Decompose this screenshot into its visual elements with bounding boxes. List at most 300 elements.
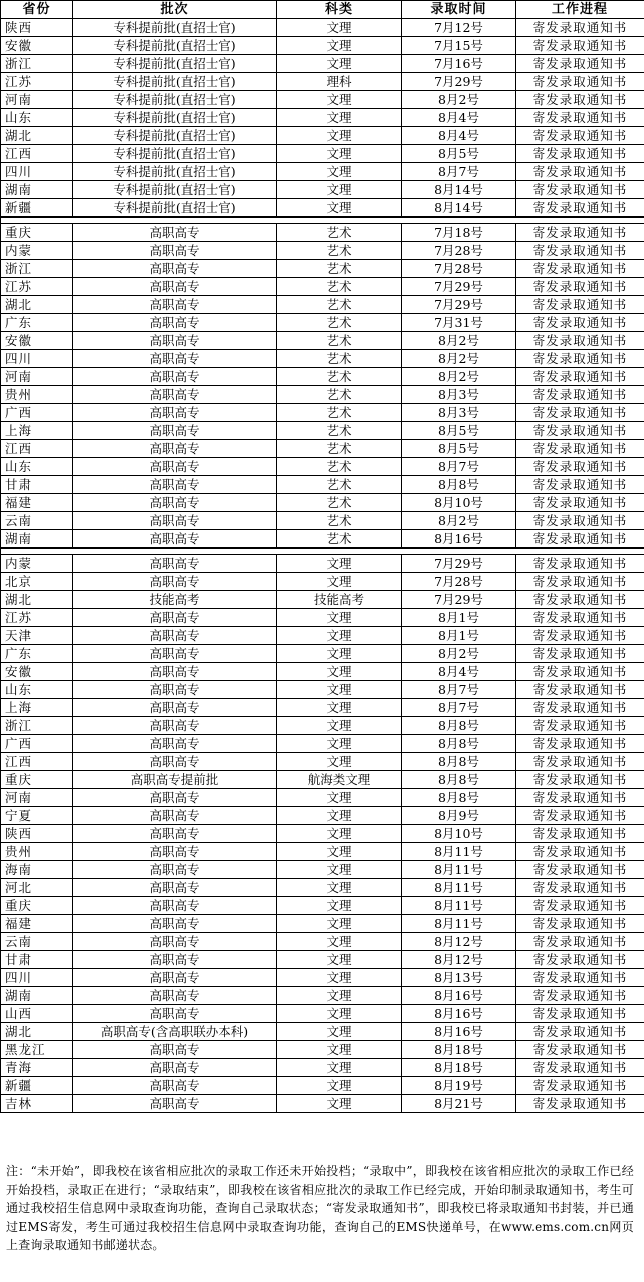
header-category: 科类 bbox=[277, 1, 402, 19]
cell-batch: 专科提前批(直招士官) bbox=[73, 37, 277, 55]
table-row bbox=[1, 825, 644, 843]
cell-category: 艺术 bbox=[277, 296, 402, 314]
cell-province: 四川 bbox=[1, 163, 73, 181]
cell-category: 文理 bbox=[277, 789, 402, 807]
cell-progress: 寄发录取通知书 bbox=[516, 404, 644, 422]
cell-category: 文理 bbox=[277, 91, 402, 109]
cell-category: 文理 bbox=[277, 807, 402, 825]
cell-category: 艺术 bbox=[277, 440, 402, 458]
cell-category: 文理 bbox=[277, 145, 402, 163]
cell-progress: 寄发录取通知书 bbox=[516, 476, 644, 494]
cell-batch: 高职高专 bbox=[73, 861, 277, 879]
cell-batch: 高职高专 bbox=[73, 440, 277, 458]
cell-province: 内蒙 bbox=[1, 555, 73, 573]
cell-progress: 寄发录取通知书 bbox=[516, 969, 644, 987]
cell-date: 8月2号 bbox=[402, 368, 516, 386]
table-header-row bbox=[1, 1, 644, 19]
cell-progress: 寄发录取通知书 bbox=[516, 350, 644, 368]
cell-category: 文理 bbox=[277, 663, 402, 681]
cell-progress: 寄发录取通知书 bbox=[516, 181, 644, 199]
cell-province: 湖南 bbox=[1, 987, 73, 1005]
cell-province: 甘肃 bbox=[1, 951, 73, 969]
table-row bbox=[1, 278, 644, 296]
cell-batch: 高职高专 bbox=[73, 350, 277, 368]
cell-progress: 寄发录取通知书 bbox=[516, 753, 644, 771]
cell-province: 江西 bbox=[1, 440, 73, 458]
cell-date: 8月7号 bbox=[402, 163, 516, 181]
cell-date: 8月5号 bbox=[402, 440, 516, 458]
cell-date: 8月21号 bbox=[402, 1095, 516, 1113]
cell-date: 8月5号 bbox=[402, 422, 516, 440]
cell-date: 8月11号 bbox=[402, 897, 516, 915]
table-row bbox=[1, 404, 644, 422]
cell-province: 天津 bbox=[1, 627, 73, 645]
cell-batch: 高职高专 bbox=[73, 296, 277, 314]
cell-date: 7月29号 bbox=[402, 73, 516, 91]
cell-batch: 高职高专 bbox=[73, 314, 277, 332]
cell-date: 8月8号 bbox=[402, 717, 516, 735]
table-row bbox=[1, 807, 644, 825]
cell-category: 文理 bbox=[277, 37, 402, 55]
cell-province: 吉林 bbox=[1, 1095, 73, 1113]
cell-batch: 高职高专 bbox=[73, 494, 277, 512]
cell-province: 陕西 bbox=[1, 825, 73, 843]
cell-province: 新疆 bbox=[1, 1077, 73, 1095]
cell-province: 四川 bbox=[1, 969, 73, 987]
cell-category: 文理 bbox=[277, 127, 402, 145]
cell-province: 广东 bbox=[1, 314, 73, 332]
cell-date: 8月2号 bbox=[402, 512, 516, 530]
cell-progress: 寄发录取通知书 bbox=[516, 645, 644, 663]
cell-batch: 专科提前批(直招士官) bbox=[73, 109, 277, 127]
cell-date: 8月2号 bbox=[402, 645, 516, 663]
cell-province: 福建 bbox=[1, 494, 73, 512]
cell-progress: 寄发录取通知书 bbox=[516, 861, 644, 879]
cell-date: 7月29号 bbox=[402, 296, 516, 314]
cell-province: 新疆 bbox=[1, 199, 73, 218]
cell-date: 8月19号 bbox=[402, 1077, 516, 1095]
cell-date: 7月28号 bbox=[402, 242, 516, 260]
cell-category: 文理 bbox=[277, 627, 402, 645]
table-row bbox=[1, 530, 644, 549]
cell-province: 江西 bbox=[1, 145, 73, 163]
cell-progress: 寄发录取通知书 bbox=[516, 879, 644, 897]
table-row bbox=[1, 458, 644, 476]
cell-category: 艺术 bbox=[277, 530, 402, 549]
cell-batch: 专科提前批(直招士官) bbox=[73, 199, 277, 218]
cell-progress: 寄发录取通知书 bbox=[516, 789, 644, 807]
cell-batch: 高职高专 bbox=[73, 386, 277, 404]
cell-progress: 寄发录取通知书 bbox=[516, 609, 644, 627]
cell-date: 8月11号 bbox=[402, 861, 516, 879]
cell-batch: 高职高专 bbox=[73, 422, 277, 440]
cell-batch: 高职高专 bbox=[73, 933, 277, 951]
cell-date: 8月11号 bbox=[402, 879, 516, 897]
cell-category: 文理 bbox=[277, 933, 402, 951]
cell-date: 7月15号 bbox=[402, 37, 516, 55]
cell-progress: 寄发录取通知书 bbox=[516, 1059, 644, 1077]
footnote: 注：“未开始”，即我校在该省相应批次的录取工作还未开始投档；“录取中”，即我校在该省相应批次的录取工作已经开始投档，录取正在进行；“录取结束”，即我校在该省相应批次的录取工作已经完成，开始印制录取通知书，考生可通过我校招生信息网中录取查询功能，查询自己录取状态；“寄发录取通知书”，即我校已将录取通知书封装，并已通过EMS寄发，考生可通过我校招生信息网中录取查询功能，查询自己的EMS快递单号，在www.ems.com.cn网页上查询录取通知书邮递状态。 bbox=[6, 1164, 634, 1252]
cell-batch: 高职高专 bbox=[73, 458, 277, 476]
cell-progress: 寄发录取通知书 bbox=[516, 242, 644, 260]
cell-province: 重庆 bbox=[1, 224, 73, 242]
cell-province: 山东 bbox=[1, 681, 73, 699]
cell-date: 7月18号 bbox=[402, 224, 516, 242]
cell-progress: 寄发录取通知书 bbox=[516, 591, 644, 609]
cell-date: 8月4号 bbox=[402, 109, 516, 127]
cell-category: 文理 bbox=[277, 1005, 402, 1023]
cell-batch: 高职高专 bbox=[73, 609, 277, 627]
cell-progress: 寄发录取通知书 bbox=[516, 530, 644, 549]
cell-batch: 高职高专 bbox=[73, 573, 277, 591]
cell-progress: 寄发录取通知书 bbox=[516, 951, 644, 969]
cell-category: 文理 bbox=[277, 555, 402, 573]
cell-batch: 高职高专 bbox=[73, 735, 277, 753]
cell-date: 8月2号 bbox=[402, 332, 516, 350]
cell-progress: 寄发录取通知书 bbox=[516, 145, 644, 163]
cell-province: 重庆 bbox=[1, 897, 73, 915]
cell-progress: 寄发录取通知书 bbox=[516, 663, 644, 681]
cell-category: 文理 bbox=[277, 19, 402, 37]
table-row bbox=[1, 1005, 644, 1023]
cell-progress: 寄发录取通知书 bbox=[516, 717, 644, 735]
cell-progress: 寄发录取通知书 bbox=[516, 386, 644, 404]
cell-progress: 寄发录取通知书 bbox=[516, 199, 644, 218]
table-row bbox=[1, 627, 644, 645]
cell-date: 8月11号 bbox=[402, 843, 516, 861]
cell-batch: 高职高专 bbox=[73, 512, 277, 530]
cell-batch: 高职高专 bbox=[73, 915, 277, 933]
cell-date: 8月9号 bbox=[402, 807, 516, 825]
table-row bbox=[1, 1077, 644, 1095]
table-row bbox=[1, 897, 644, 915]
table-row bbox=[1, 494, 644, 512]
cell-date: 8月8号 bbox=[402, 771, 516, 789]
cell-province: 湖北 bbox=[1, 296, 73, 314]
cell-province: 江西 bbox=[1, 753, 73, 771]
table-row bbox=[1, 753, 644, 771]
cell-date: 8月16号 bbox=[402, 530, 516, 549]
cell-category: 艺术 bbox=[277, 314, 402, 332]
cell-progress: 寄发录取通知书 bbox=[516, 1041, 644, 1059]
table-row bbox=[1, 591, 644, 609]
table-row bbox=[1, 73, 644, 91]
table-row bbox=[1, 987, 644, 1005]
cell-progress: 寄发录取通知书 bbox=[516, 627, 644, 645]
table-row bbox=[1, 91, 644, 109]
cell-date: 8月5号 bbox=[402, 145, 516, 163]
cell-batch: 高职高专 bbox=[73, 663, 277, 681]
table-row bbox=[1, 512, 644, 530]
cell-batch: 高职高专 bbox=[73, 987, 277, 1005]
cell-category: 理科 bbox=[277, 73, 402, 91]
cell-date: 8月12号 bbox=[402, 933, 516, 951]
table-body bbox=[1, 19, 644, 1113]
cell-batch: 高职高专 bbox=[73, 1095, 277, 1113]
cell-category: 文理 bbox=[277, 163, 402, 181]
cell-province: 广东 bbox=[1, 645, 73, 663]
cell-date: 8月13号 bbox=[402, 969, 516, 987]
cell-batch: 高职高专 bbox=[73, 1041, 277, 1059]
cell-date: 8月11号 bbox=[402, 915, 516, 933]
cell-province: 北京 bbox=[1, 573, 73, 591]
cell-category: 艺术 bbox=[277, 224, 402, 242]
cell-batch: 高职高专 bbox=[73, 789, 277, 807]
cell-category: 文理 bbox=[277, 735, 402, 753]
cell-province: 山东 bbox=[1, 109, 73, 127]
table-row bbox=[1, 109, 644, 127]
cell-province: 江苏 bbox=[1, 278, 73, 296]
cell-category: 文理 bbox=[277, 645, 402, 663]
cell-date: 8月16号 bbox=[402, 987, 516, 1005]
cell-date: 8月10号 bbox=[402, 494, 516, 512]
cell-progress: 寄发录取通知书 bbox=[516, 735, 644, 753]
cell-progress: 寄发录取通知书 bbox=[516, 897, 644, 915]
cell-date: 7月28号 bbox=[402, 573, 516, 591]
cell-batch: 专科提前批(直招士官) bbox=[73, 91, 277, 109]
cell-date: 8月7号 bbox=[402, 458, 516, 476]
cell-batch: 高职高专 bbox=[73, 699, 277, 717]
cell-batch: 高职高专 bbox=[73, 1005, 277, 1023]
cell-province: 福建 bbox=[1, 915, 73, 933]
cell-date: 8月12号 bbox=[402, 951, 516, 969]
cell-category: 艺术 bbox=[277, 260, 402, 278]
cell-batch: 技能高考 bbox=[73, 591, 277, 609]
cell-progress: 寄发录取通知书 bbox=[516, 681, 644, 699]
cell-progress: 寄发录取通知书 bbox=[516, 573, 644, 591]
cell-province: 湖南 bbox=[1, 181, 73, 199]
cell-province: 海南 bbox=[1, 861, 73, 879]
table-row bbox=[1, 1095, 644, 1113]
table-row bbox=[1, 199, 644, 218]
cell-batch: 高职高专提前批 bbox=[73, 771, 277, 789]
cell-category: 文理 bbox=[277, 1041, 402, 1059]
cell-province: 甘肃 bbox=[1, 476, 73, 494]
cell-batch: 高职高专 bbox=[73, 627, 277, 645]
cell-province: 安徽 bbox=[1, 37, 73, 55]
cell-progress: 寄发录取通知书 bbox=[516, 91, 644, 109]
cell-category: 文理 bbox=[277, 1023, 402, 1041]
cell-date: 8月4号 bbox=[402, 663, 516, 681]
cell-province: 四川 bbox=[1, 350, 73, 368]
cell-province: 湖北 bbox=[1, 1023, 73, 1041]
table-row bbox=[1, 771, 644, 789]
cell-category: 文理 bbox=[277, 879, 402, 897]
cell-date: 7月16号 bbox=[402, 55, 516, 73]
table-row bbox=[1, 699, 644, 717]
table-row bbox=[1, 717, 644, 735]
table-row bbox=[1, 368, 644, 386]
cell-date: 7月29号 bbox=[402, 591, 516, 609]
cell-date: 8月18号 bbox=[402, 1059, 516, 1077]
cell-date: 8月7号 bbox=[402, 699, 516, 717]
cell-category: 艺术 bbox=[277, 476, 402, 494]
cell-category: 文理 bbox=[277, 717, 402, 735]
cell-province: 云南 bbox=[1, 933, 73, 951]
cell-progress: 寄发录取通知书 bbox=[516, 771, 644, 789]
cell-progress: 寄发录取通知书 bbox=[516, 987, 644, 1005]
cell-province: 宁夏 bbox=[1, 807, 73, 825]
cell-batch: 高职高专 bbox=[73, 825, 277, 843]
cell-batch: 高职高专 bbox=[73, 404, 277, 422]
table-row bbox=[1, 681, 644, 699]
cell-category: 艺术 bbox=[277, 368, 402, 386]
cell-batch: 高职高专 bbox=[73, 951, 277, 969]
cell-category: 文理 bbox=[277, 915, 402, 933]
cell-progress: 寄发录取通知书 bbox=[516, 1023, 644, 1041]
header-progress: 工作进程 bbox=[516, 1, 644, 19]
cell-date: 8月3号 bbox=[402, 404, 516, 422]
cell-progress: 寄发录取通知书 bbox=[516, 163, 644, 181]
cell-progress: 寄发录取通知书 bbox=[516, 55, 644, 73]
table-row bbox=[1, 386, 644, 404]
cell-date: 8月8号 bbox=[402, 476, 516, 494]
cell-province: 河南 bbox=[1, 91, 73, 109]
table-row bbox=[1, 242, 644, 260]
cell-province: 湖北 bbox=[1, 591, 73, 609]
cell-progress: 寄发录取通知书 bbox=[516, 37, 644, 55]
cell-province: 江苏 bbox=[1, 73, 73, 91]
table-row bbox=[1, 951, 644, 969]
table-row bbox=[1, 422, 644, 440]
cell-date: 7月12号 bbox=[402, 19, 516, 37]
cell-category: 文理 bbox=[277, 825, 402, 843]
cell-category: 艺术 bbox=[277, 404, 402, 422]
cell-date: 8月4号 bbox=[402, 127, 516, 145]
cell-province: 湖北 bbox=[1, 127, 73, 145]
cell-province: 河北 bbox=[1, 879, 73, 897]
cell-province: 广西 bbox=[1, 404, 73, 422]
cell-batch: 高职高专 bbox=[73, 476, 277, 494]
table-row bbox=[1, 440, 644, 458]
table-row bbox=[1, 19, 644, 37]
cell-province: 山东 bbox=[1, 458, 73, 476]
table-row bbox=[1, 1041, 644, 1059]
table-row bbox=[1, 314, 644, 332]
cell-batch: 高职高专 bbox=[73, 224, 277, 242]
cell-date: 7月28号 bbox=[402, 260, 516, 278]
cell-category: 文理 bbox=[277, 1095, 402, 1113]
cell-batch: 高职高专 bbox=[73, 645, 277, 663]
cell-province: 内蒙 bbox=[1, 242, 73, 260]
header-admission-date: 录取时间 bbox=[402, 1, 516, 19]
cell-category: 文理 bbox=[277, 1059, 402, 1077]
cell-progress: 寄发录取通知书 bbox=[516, 278, 644, 296]
cell-batch: 高职高专 bbox=[73, 1077, 277, 1095]
cell-batch: 高职高专 bbox=[73, 1059, 277, 1077]
cell-province: 河南 bbox=[1, 789, 73, 807]
cell-category: 航海类文理 bbox=[277, 771, 402, 789]
cell-category: 文理 bbox=[277, 861, 402, 879]
cell-batch: 高职高专 bbox=[73, 897, 277, 915]
cell-batch: 高职高专 bbox=[73, 843, 277, 861]
cell-province: 黑龙江 bbox=[1, 1041, 73, 1059]
cell-batch: 专科提前批(直招士官) bbox=[73, 145, 277, 163]
table-row bbox=[1, 181, 644, 199]
cell-date: 8月8号 bbox=[402, 789, 516, 807]
cell-province: 上海 bbox=[1, 422, 73, 440]
table-row bbox=[1, 1023, 644, 1041]
cell-province: 浙江 bbox=[1, 260, 73, 278]
cell-progress: 寄发录取通知书 bbox=[516, 368, 644, 386]
cell-progress: 寄发录取通知书 bbox=[516, 807, 644, 825]
cell-category: 文理 bbox=[277, 753, 402, 771]
cell-category: 文理 bbox=[277, 609, 402, 627]
table-row bbox=[1, 915, 644, 933]
table-row bbox=[1, 127, 644, 145]
table-row bbox=[1, 476, 644, 494]
cell-progress: 寄发录取通知书 bbox=[516, 296, 644, 314]
cell-date: 7月29号 bbox=[402, 278, 516, 296]
cell-province: 山西 bbox=[1, 1005, 73, 1023]
cell-category: 艺术 bbox=[277, 494, 402, 512]
cell-batch: 专科提前批(直招士官) bbox=[73, 73, 277, 91]
cell-category: 艺术 bbox=[277, 242, 402, 260]
cell-progress: 寄发录取通知书 bbox=[516, 933, 644, 951]
cell-category: 文理 bbox=[277, 969, 402, 987]
table-row bbox=[1, 573, 644, 591]
cell-category: 文理 bbox=[277, 987, 402, 1005]
cell-progress: 寄发录取通知书 bbox=[516, 332, 644, 350]
cell-batch: 高职高专 bbox=[73, 368, 277, 386]
cell-batch: 高职高专 bbox=[73, 717, 277, 735]
cell-category: 艺术 bbox=[277, 386, 402, 404]
cell-category: 艺术 bbox=[277, 512, 402, 530]
cell-batch: 高职高专 bbox=[73, 879, 277, 897]
cell-category: 艺术 bbox=[277, 422, 402, 440]
cell-province: 贵州 bbox=[1, 843, 73, 861]
table-row bbox=[1, 663, 644, 681]
cell-progress: 寄发录取通知书 bbox=[516, 458, 644, 476]
cell-province: 重庆 bbox=[1, 771, 73, 789]
cell-batch: 高职高专 bbox=[73, 260, 277, 278]
cell-date: 8月2号 bbox=[402, 350, 516, 368]
cell-province: 浙江 bbox=[1, 55, 73, 73]
cell-progress: 寄发录取通知书 bbox=[516, 494, 644, 512]
cell-batch: 高职高专 bbox=[73, 530, 277, 549]
cell-date: 8月8号 bbox=[402, 735, 516, 753]
cell-category: 文理 bbox=[277, 55, 402, 73]
cell-progress: 寄发录取通知书 bbox=[516, 73, 644, 91]
table-row bbox=[1, 332, 644, 350]
cell-progress: 寄发录取通知书 bbox=[516, 825, 644, 843]
cell-category: 文理 bbox=[277, 181, 402, 199]
cell-progress: 寄发录取通知书 bbox=[516, 512, 644, 530]
table-row bbox=[1, 260, 644, 278]
table-row bbox=[1, 350, 644, 368]
table-row bbox=[1, 555, 644, 573]
table-row bbox=[1, 296, 644, 314]
cell-progress: 寄发录取通知书 bbox=[516, 1005, 644, 1023]
cell-province: 云南 bbox=[1, 512, 73, 530]
cell-date: 7月31号 bbox=[402, 314, 516, 332]
cell-date: 8月14号 bbox=[402, 181, 516, 199]
cell-batch: 专科提前批(直招士官) bbox=[73, 55, 277, 73]
cell-progress: 寄发录取通知书 bbox=[516, 260, 644, 278]
cell-province: 贵州 bbox=[1, 386, 73, 404]
cell-batch: 专科提前批(直招士官) bbox=[73, 163, 277, 181]
cell-batch: 专科提前批(直招士官) bbox=[73, 19, 277, 37]
cell-progress: 寄发录取通知书 bbox=[516, 440, 644, 458]
cell-date: 8月2号 bbox=[402, 91, 516, 109]
cell-province: 河南 bbox=[1, 368, 73, 386]
cell-batch: 高职高专 bbox=[73, 278, 277, 296]
cell-batch: 高职高专 bbox=[73, 969, 277, 987]
cell-batch: 高职高专 bbox=[73, 555, 277, 573]
table-row bbox=[1, 843, 644, 861]
cell-progress: 寄发录取通知书 bbox=[516, 109, 644, 127]
cell-category: 文理 bbox=[277, 843, 402, 861]
